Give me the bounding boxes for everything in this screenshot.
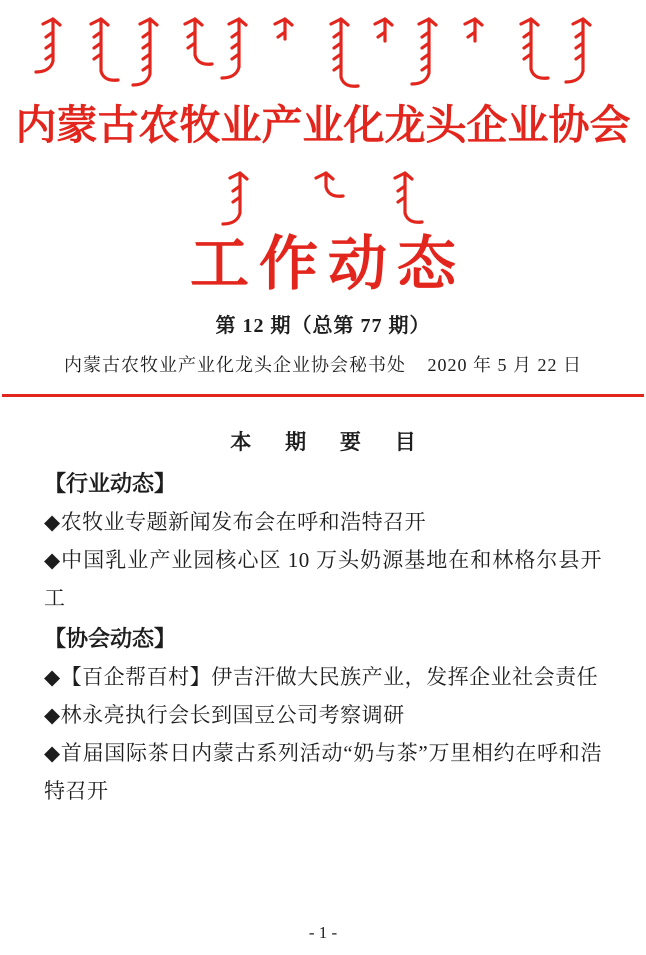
toc-item: ◆农牧业专题新闻发布会在呼和浩特召开 (44, 510, 427, 534)
section-heading-association-news: 【协会动态】 (44, 626, 177, 651)
toc-item: ◆林永亮执行会长到国豆公司考察调研 (44, 703, 405, 727)
page-number: - 1 - (308, 923, 338, 942)
mongolian-script-top-row (0, 0, 646, 93)
toc-item: ◆【百企帮百村】伊吉汗做大民族产业，发挥企业社会责任 (44, 665, 599, 689)
bulletin-title: 工作动态 (189, 231, 466, 297)
red-divider-rule (2, 394, 644, 397)
issue-number-line: 第 12 期（总第 77 期） (215, 315, 431, 337)
publisher-date-row (64, 353, 582, 377)
mongolian-script-bulletin-icon (198, 167, 448, 229)
contents-title: 本 期 要 目 (230, 431, 430, 454)
publication-date: 2020 年 5 月 22 日 (427, 355, 582, 375)
mongolian-script-sub-row (0, 167, 646, 229)
association-name-title: 内蒙古农牧业产业化龙头企业协会 (15, 102, 631, 148)
mongolian-script-association-icon (31, 13, 615, 93)
toc-item: ◆中国乳业产业园核心区 10 万头奶源基地在和林格尔县开工 (44, 548, 602, 610)
toc-item: ◆首届国际茶日内蒙古系列活动“奶与茶”万里相约在呼和浩特召开 (44, 741, 602, 803)
section-heading-industry-news: 【行业动态】 (44, 471, 177, 496)
publisher-name: 内蒙古农牧业产业化龙头企业协会秘书处 (64, 355, 406, 375)
contents-block (44, 424, 602, 810)
